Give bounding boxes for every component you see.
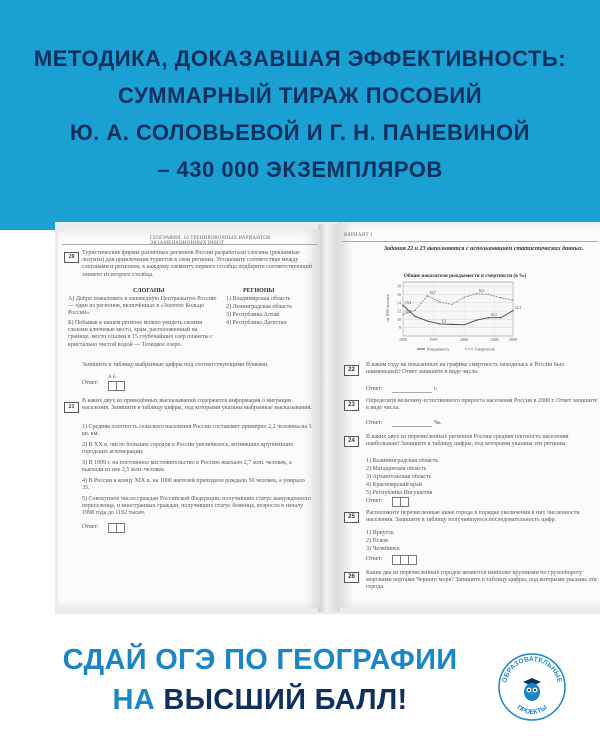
question-number-23: 23 [344, 400, 359, 411]
q25-option-2: 2) Псков [366, 538, 388, 544]
q22-answer-label: Ответ: [366, 386, 383, 392]
chart-point [415, 310, 416, 311]
slogan-b: Б) Побывав в нашем регионе можно увидеть своими глазами ключевые места, храм, расположенный на границе, место ссылки в 15 глубочайших озёр планеты с кристально чистой водой — Телецкое озеро. [68, 320, 213, 348]
q21-option-4: 4) В России к концу XIX в. на 1000 жителей приходило рождало 50 человек, а умирало 35. [82, 478, 305, 492]
chart-point [463, 297, 464, 298]
chart-point [476, 293, 477, 294]
question-number-20: 20 [64, 252, 79, 263]
q20-answer-label: Ответ: [82, 380, 99, 386]
banner-line-2: СУММАРНЫЙ ТИРАЖ ПОСОБИЙ [117, 83, 483, 108]
chart-point [512, 310, 513, 311]
book-gutter [318, 224, 340, 612]
chart-data-label: 15,3 [405, 309, 412, 314]
chart-x-tick-label: 2008 [509, 337, 517, 342]
region-4: 4) Республика Дагестан [226, 320, 287, 326]
chart-point [500, 317, 501, 318]
chart-legend-label: Рождаемость [427, 346, 450, 352]
chart-point [451, 304, 452, 305]
q24-option-2: 2) Магаданская область [366, 466, 427, 472]
q24-option-3: 3) Архангельская область [366, 474, 432, 480]
q21-option-5: 5) Совокупное число граждан Российской Федерации, получивших статус вынужденного переселенца, и иностранных граждан, получивших статус беженца, возросло к началу 1998 года до 1192 тысяч. [82, 496, 311, 517]
right-header-rule [342, 241, 598, 242]
chart-legend-label: Смертность [475, 346, 496, 352]
cta-line-2 [0, 684, 520, 717]
q21-answer-label: Ответ: [82, 524, 99, 530]
banner-headline [0, 40, 600, 188]
q24-answer-label: Ответ: [366, 498, 383, 504]
banner-line-4: – 430 000 ЭКЗЕМПЛЯРОВ [157, 157, 443, 182]
question-number-24: 24 [344, 436, 359, 447]
region-2: 2) Ленинградская область [226, 304, 292, 310]
q24-answer-cell-2[interactable] [400, 497, 409, 507]
q24-option-1: 1) Калининградская область [366, 458, 439, 464]
chart-point [439, 301, 440, 302]
cta-line-1: СДАЙ ОГЭ ПО ГЕОГРАФИИ [62, 644, 458, 676]
chart-y-tick-label: 12 [397, 308, 401, 314]
chart-point [500, 297, 501, 298]
question-number-21: 21 [64, 402, 79, 413]
q23-answer-suffix: ‰. [434, 420, 442, 426]
promo-banner [0, 0, 600, 230]
chart-data-label: 12,1 [515, 306, 522, 311]
chart-x-tick-label: 1990 [399, 337, 407, 342]
q22-answer-suffix: г. [434, 386, 438, 392]
q21-option-2: 2) В XX в. число больших городов в России увеличилось, возникших крупнейших городских агломерации. [82, 442, 294, 456]
left-page [58, 230, 320, 608]
question-26-text: Какие два из перечисленных городов являются наиболее крупными по грузообороту морскими портами Черного моря? Запишите в таблицу цифры, под которыми указаны эти города. [366, 570, 597, 591]
banner-line-3: Ю. А. СОЛОВЬЕВОЙ И Г. Н. ПАНЕВИНОЙ [70, 120, 530, 145]
q24-option-5: 5) Республика Ингушетия [366, 490, 433, 496]
chart-point [488, 294, 489, 295]
regions-heading: РЕГИОНЫ [243, 288, 275, 294]
chart-y-tick-label: 10 [397, 316, 401, 322]
banner-line-1: МЕТОДИКА, ДОКАЗАВШАЯ ЭФФЕКТИВНОСТЬ: [33, 46, 567, 71]
question-25-text: Расположите перечисленные ниже города в порядке увеличения в них численности населения. Запишите в таблицу получившуюся последовательность цифр. [366, 510, 580, 524]
q25-option-3: 3) Челябинск [366, 546, 400, 552]
statistics-intro: Задания 22 и 23 выполняются с использованием статистических данных. [384, 246, 584, 252]
chart-x-tick-label: 2000 [460, 337, 469, 342]
chart-data-label: 13,4 [405, 300, 412, 305]
question-21-text: В каких двух из приведённых высказываний содержится информация о миграции населения. Запишите в таблицу цифры, под которыми указаны выбранные высказывания. [82, 398, 312, 412]
region-3: 3) Республика Алтай [226, 312, 280, 318]
slogan-a: А) Добро пожаловать в заповедную Центральную Россию — один из регионов, включённых в «Золотое Кольцо России». [68, 296, 217, 317]
q20-answer-cell-b[interactable] [116, 381, 125, 391]
q21-answer-cell-2[interactable] [116, 523, 125, 533]
question-23-text: Определите величину естественного прироста населения России в 2000 г. Ответ запишите в виде числа. [366, 398, 598, 412]
chart-point [427, 295, 428, 296]
chart-data-label: 8,3 [441, 319, 447, 324]
chart-point [488, 317, 489, 318]
chart-point [512, 300, 513, 301]
region-1: 1) Владимирская область [226, 296, 291, 302]
chart-data-label: 15,7 [429, 291, 436, 296]
chart-x-tick-label: 2005 [490, 337, 499, 342]
q21-option-3: 3) В 1999 г. на постоянное местожительство в Россию выехало 2,7 млн. человек, а выехали из нее 2,5 млн. человек. [82, 460, 292, 474]
chart-data-label: 10,2 [490, 313, 497, 318]
question-20-text: Туристические фирмы различных регионов России разработали слоганы (рекламные лозунги) для привлечения туристов в свои регионы. Установите соответствие между слоганами и регионом; к каждому элементу первого столбца подберите соответствующий элемент из второго столбца. [82, 250, 312, 278]
chart-y-tick-label: 8 [399, 325, 401, 331]
q24-option-4: 4) Красноярский край [366, 482, 422, 488]
chart-x-tick-label: 1995 [429, 337, 438, 342]
chart-plot-area [403, 282, 513, 336]
chart-point [402, 305, 403, 306]
cta-line-2-highlight: ВЫСШИЙ БАЛЛ! [163, 684, 408, 716]
q25-answer-label: Ответ: [366, 556, 383, 562]
q21-option-1: 1) Средняя плотность сельского населения России составляет примерно 2,2 человека на 1 кв. км. [82, 424, 312, 438]
publisher-logo [497, 652, 567, 722]
q23-answer-line[interactable] [392, 426, 432, 427]
q20-instruction: Запишите в таблицу выбранные цифры под соответствующими буквами. [82, 362, 269, 368]
chart-title: Общие показатели рождаемости и смертности (в ‰) [403, 273, 527, 279]
chart-ylabel: на 1000 человек [385, 294, 390, 322]
chart-y-tick-label: 18 [397, 283, 401, 289]
q23-answer-label: Ответ: [366, 420, 383, 426]
chart-data-label: 16,1 [478, 289, 485, 294]
chart-point [427, 320, 428, 321]
cta-line-2-prefix: НА [112, 684, 164, 716]
right-page-header: ВАРИАНТ 1 [344, 233, 373, 238]
chart-point [415, 316, 416, 317]
chart-point [402, 314, 403, 315]
q20-answer-letters: А Б [108, 375, 116, 380]
header-rule [62, 244, 318, 245]
left-page-header: ГЕОГРАФИЯ. 10 ТРЕНИРОВОЧНЫХ ВАРИАНТОВ [150, 236, 271, 241]
question-number-25: 25 [344, 512, 359, 523]
question-22-text: В каком году на показанных на графике смертность находилась в России был наименьшей? Ответ запишите в виде числа. [366, 362, 564, 376]
chart-y-tick-label: 14 [397, 300, 401, 306]
question-24-text: В каких двух из перечисленных регионов России средняя плотность населения наибольшая? Запишите в таблицу цифры, под которыми указаны эти регионы. [366, 434, 569, 448]
slogans-heading: СЛОГАНЫ [133, 288, 165, 294]
logo-bottom-text: ПРОЕКТЫ [515, 704, 549, 717]
q25-option-1: 1) Иркутск [366, 530, 394, 536]
chart-point [463, 324, 464, 325]
chart-point [439, 323, 440, 324]
birth-death-rate-chart [385, 270, 545, 354]
question-number-26: 26 [344, 572, 359, 583]
q22-answer-line[interactable] [392, 392, 432, 393]
chart-point [451, 324, 452, 325]
chart-y-tick-label: 16 [397, 291, 401, 297]
question-number-22: 22 [344, 365, 359, 376]
logo-top-text: ОБРАЗОВАТЕЛЬНЫЕ [501, 655, 563, 684]
q25-answer-cell-3[interactable] [408, 555, 417, 565]
chart-point [476, 320, 477, 321]
